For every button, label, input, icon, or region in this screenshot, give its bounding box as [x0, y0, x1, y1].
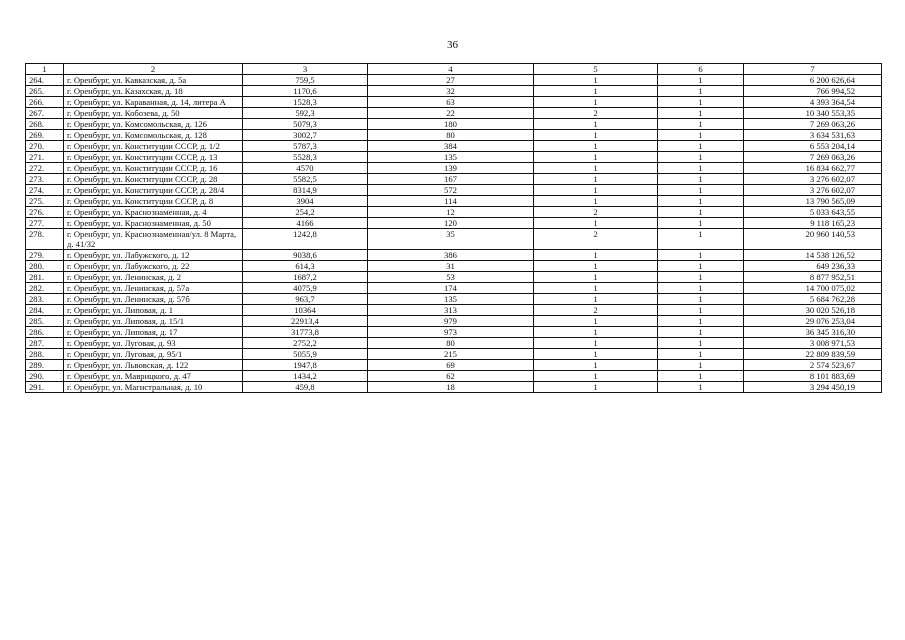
address-cell: г. Оренбург, ул. Луговая, д. 93	[64, 338, 243, 349]
area-cell: 4075,9	[243, 283, 368, 294]
count-cell: 979	[368, 316, 534, 327]
column-6-cell: 1	[658, 250, 744, 261]
column-6-cell: 1	[658, 338, 744, 349]
row-number-cell: 285.	[26, 316, 64, 327]
amount-cell: 3 008 971,53	[744, 338, 882, 349]
area-cell: 1434,2	[243, 371, 368, 382]
row-number-cell: 288.	[26, 349, 64, 360]
table-row	[26, 272, 882, 283]
table-row	[26, 283, 882, 294]
table-row	[26, 382, 882, 393]
table-row	[26, 349, 882, 360]
table-row	[26, 218, 882, 229]
count-cell: 63	[368, 97, 534, 108]
area-cell: 2752,2	[243, 338, 368, 349]
count-cell: 180	[368, 119, 534, 130]
column-5-cell: 2	[534, 229, 658, 250]
column-6-cell: 1	[658, 130, 744, 141]
column-5-cell: 1	[534, 185, 658, 196]
address-cell: г. Оренбург, ул. Ленинская, д. 57б	[64, 294, 243, 305]
column-6-cell: 1	[658, 327, 744, 338]
column-header: 6	[658, 64, 744, 75]
row-number-cell: 286.	[26, 327, 64, 338]
column-6-cell: 1	[658, 108, 744, 119]
area-cell: 1528,3	[243, 97, 368, 108]
count-cell: 135	[368, 294, 534, 305]
table-row	[26, 316, 882, 327]
amount-cell: 22 809 839,59	[744, 349, 882, 360]
address-cell: г. Оренбург, ул. Конституции СССР, д. 16	[64, 163, 243, 174]
column-number-row	[26, 64, 882, 75]
amount-cell: 7 269 063,26	[744, 119, 882, 130]
row-number-cell: 274.	[26, 185, 64, 196]
address-cell: г. Оренбург, ул. Липовая, д. 17	[64, 327, 243, 338]
table-row	[26, 185, 882, 196]
row-number-cell: 273.	[26, 174, 64, 185]
amount-cell: 7 269 063,26	[744, 152, 882, 163]
amount-cell: 2 574 523,67	[744, 360, 882, 371]
area-cell: 254,2	[243, 207, 368, 218]
amount-cell: 8 101 883,69	[744, 371, 882, 382]
area-cell: 1170,6	[243, 86, 368, 97]
count-cell: 31	[368, 261, 534, 272]
column-6-cell: 1	[658, 163, 744, 174]
area-cell: 1687,2	[243, 272, 368, 283]
area-cell: 5582,5	[243, 174, 368, 185]
count-cell: 32	[368, 86, 534, 97]
count-cell: 386	[368, 250, 534, 261]
address-cell: г. Оренбург, ул. Лабужского, д. 12	[64, 250, 243, 261]
address-cell: г. Оренбург, ул. Маврицкого, д. 47	[64, 371, 243, 382]
amount-cell: 3 634 531,63	[744, 130, 882, 141]
amount-cell: 3 276 602,07	[744, 174, 882, 185]
count-cell: 120	[368, 218, 534, 229]
area-cell: 3904	[243, 196, 368, 207]
column-5-cell: 1	[534, 218, 658, 229]
row-number-cell: 281.	[26, 272, 64, 283]
table-body	[26, 64, 882, 393]
table-row	[26, 119, 882, 130]
row-number-cell: 265.	[26, 86, 64, 97]
amount-cell: 29 076 253,04	[744, 316, 882, 327]
row-number-cell: 271.	[26, 152, 64, 163]
column-5-cell: 2	[534, 305, 658, 316]
area-cell: 5055,9	[243, 349, 368, 360]
table-row	[26, 152, 882, 163]
address-cell: г. Оренбург, ул. Липовая, д. 1	[64, 305, 243, 316]
area-cell: 1242,8	[243, 229, 368, 250]
column-5-cell: 1	[534, 152, 658, 163]
table-row	[26, 86, 882, 97]
row-number-cell: 279.	[26, 250, 64, 261]
column-6-cell: 1	[658, 75, 744, 86]
amount-cell: 649 236,33	[744, 261, 882, 272]
area-cell: 8314,9	[243, 185, 368, 196]
count-cell: 114	[368, 196, 534, 207]
area-cell: 614,3	[243, 261, 368, 272]
column-5-cell: 1	[534, 360, 658, 371]
row-number-cell: 291.	[26, 382, 64, 393]
column-5-cell: 1	[534, 75, 658, 86]
column-6-cell: 1	[658, 229, 744, 250]
column-5-cell: 1	[534, 163, 658, 174]
amount-cell: 3 294 450,19	[744, 382, 882, 393]
column-5-cell: 2	[534, 207, 658, 218]
table-row	[26, 261, 882, 272]
column-header: 1	[26, 64, 64, 75]
count-cell: 139	[368, 163, 534, 174]
table-row	[26, 75, 882, 86]
count-cell: 69	[368, 360, 534, 371]
address-cell: г. Оренбург, ул. Караванная, д. 14, литера А	[64, 97, 243, 108]
column-6-cell: 1	[658, 119, 744, 130]
address-cell: г. Оренбург, ул. Конституции СССР, д. 13	[64, 152, 243, 163]
table-row	[26, 130, 882, 141]
amount-cell: 14 700 075,02	[744, 283, 882, 294]
row-number-cell: 275.	[26, 196, 64, 207]
area-cell: 963,7	[243, 294, 368, 305]
row-number-cell: 269.	[26, 130, 64, 141]
count-cell: 215	[368, 349, 534, 360]
housing-registry-table	[25, 63, 882, 393]
row-number-cell: 289.	[26, 360, 64, 371]
column-6-cell: 1	[658, 294, 744, 305]
address-cell: г. Оренбург, ул. Комсомольская, д. 128	[64, 130, 243, 141]
column-5-cell: 1	[534, 327, 658, 338]
amount-cell: 30 020 526,18	[744, 305, 882, 316]
area-cell: 4570	[243, 163, 368, 174]
count-cell: 313	[368, 305, 534, 316]
address-cell: г. Оренбург, ул. Краснознаменная/ул. 8 Марта, д. 41/32	[64, 229, 243, 250]
area-cell: 31773,8	[243, 327, 368, 338]
column-6-cell: 1	[658, 360, 744, 371]
row-number-cell: 266.	[26, 97, 64, 108]
area-cell: 5787,3	[243, 141, 368, 152]
area-cell: 1947,8	[243, 360, 368, 371]
count-cell: 53	[368, 272, 534, 283]
column-5-cell: 1	[534, 196, 658, 207]
column-5-cell: 1	[534, 338, 658, 349]
column-5-cell: 1	[534, 119, 658, 130]
address-cell: г. Оренбург, ул. Луговая, д. 95/1	[64, 349, 243, 360]
count-cell: 973	[368, 327, 534, 338]
column-5-cell: 1	[534, 316, 658, 327]
count-cell: 35	[368, 229, 534, 250]
column-6-cell: 1	[658, 305, 744, 316]
column-6-cell: 1	[658, 141, 744, 152]
table-row	[26, 141, 882, 152]
count-cell: 572	[368, 185, 534, 196]
address-cell: г. Оренбург, ул. Конституции СССР, д. 1/2	[64, 141, 243, 152]
column-header: 3	[243, 64, 368, 75]
column-6-cell: 1	[658, 218, 744, 229]
row-number-cell: 284.	[26, 305, 64, 316]
address-cell: г. Оренбург, ул. Кавказская, д. 5а	[64, 75, 243, 86]
address-cell: г. Оренбург, ул. Краснознаменная, д. 50	[64, 218, 243, 229]
address-cell: г. Оренбург, ул. Кобозева, д. 50	[64, 108, 243, 119]
count-cell: 167	[368, 174, 534, 185]
table-row	[26, 196, 882, 207]
count-cell: 18	[368, 382, 534, 393]
table-row	[26, 163, 882, 174]
count-cell: 27	[368, 75, 534, 86]
address-cell: г. Оренбург, ул. Лабужского, д. 22	[64, 261, 243, 272]
count-cell: 174	[368, 283, 534, 294]
column-6-cell: 1	[658, 349, 744, 360]
column-6-cell: 1	[658, 382, 744, 393]
address-cell: г. Оренбург, ул. Казахская, д. 18	[64, 86, 243, 97]
row-number-cell: 283.	[26, 294, 64, 305]
table-row	[26, 174, 882, 185]
count-cell: 12	[368, 207, 534, 218]
column-6-cell: 1	[658, 97, 744, 108]
column-6-cell: 1	[658, 261, 744, 272]
table-row	[26, 108, 882, 119]
column-6-cell: 1	[658, 196, 744, 207]
address-cell: г. Оренбург, ул. Магистральная, д. 10	[64, 382, 243, 393]
address-cell: г. Оренбург, ул. Ленинская, д. 57а	[64, 283, 243, 294]
address-cell: г. Оренбург, ул. Липовая, д. 15/1	[64, 316, 243, 327]
page-number: 36	[447, 39, 458, 51]
column-6-cell: 1	[658, 272, 744, 283]
row-number-cell: 272.	[26, 163, 64, 174]
column-5-cell: 1	[534, 250, 658, 261]
count-cell: 62	[368, 371, 534, 382]
column-6-cell: 1	[658, 283, 744, 294]
column-5-cell: 1	[534, 371, 658, 382]
column-6-cell: 1	[658, 316, 744, 327]
amount-cell: 8 877 952,51	[744, 272, 882, 283]
area-cell: 9038,6	[243, 250, 368, 261]
table-row	[26, 305, 882, 316]
address-cell: г. Оренбург, ул. Львовская, д. 122	[64, 360, 243, 371]
area-cell: 22913,4	[243, 316, 368, 327]
address-cell: г. Оренбург, ул. Комсомольская, д. 126	[64, 119, 243, 130]
amount-cell: 13 790 565,09	[744, 196, 882, 207]
table-row	[26, 294, 882, 305]
area-cell: 592,3	[243, 108, 368, 119]
row-number-cell: 290.	[26, 371, 64, 382]
amount-cell: 36 345 316,30	[744, 327, 882, 338]
row-number-cell: 270.	[26, 141, 64, 152]
column-6-cell: 1	[658, 86, 744, 97]
address-cell: г. Оренбург, ул. Конституции СССР, д. 28/4	[64, 185, 243, 196]
amount-cell: 14 538 126,52	[744, 250, 882, 261]
row-number-cell: 280.	[26, 261, 64, 272]
row-number-cell: 268.	[26, 119, 64, 130]
column-header: 2	[64, 64, 243, 75]
amount-cell: 20 960 140,53	[744, 229, 882, 250]
amount-cell: 9 118 165,23	[744, 218, 882, 229]
count-cell: 80	[368, 338, 534, 349]
row-number-cell: 264.	[26, 75, 64, 86]
area-cell: 5528,3	[243, 152, 368, 163]
table-row	[26, 371, 882, 382]
address-cell: г. Оренбург, ул. Ленинская, д. 2	[64, 272, 243, 283]
table-row	[26, 250, 882, 261]
address-cell: г. Оренбург, ул. Конституции СССР, д. 8	[64, 196, 243, 207]
address-cell: г. Оренбург, ул. Краснознаменная, д. 4	[64, 207, 243, 218]
count-cell: 22	[368, 108, 534, 119]
amount-cell: 5 033 643,55	[744, 207, 882, 218]
area-cell: 459,8	[243, 382, 368, 393]
area-cell: 759,5	[243, 75, 368, 86]
amount-cell: 5 684 762,28	[744, 294, 882, 305]
amount-cell: 766 994,52	[744, 86, 882, 97]
table-row	[26, 229, 882, 250]
column-5-cell: 1	[534, 382, 658, 393]
column-5-cell: 1	[534, 97, 658, 108]
area-cell: 5079,3	[243, 119, 368, 130]
column-6-cell: 1	[658, 185, 744, 196]
amount-cell: 16 834 662,77	[744, 163, 882, 174]
column-5-cell: 1	[534, 294, 658, 305]
row-number-cell: 267.	[26, 108, 64, 119]
column-5-cell: 1	[534, 174, 658, 185]
row-number-cell: 277.	[26, 218, 64, 229]
amount-cell: 3 276 602,07	[744, 185, 882, 196]
count-cell: 384	[368, 141, 534, 152]
row-number-cell: 278.	[26, 229, 64, 250]
row-number-cell: 282.	[26, 283, 64, 294]
column-5-cell: 1	[534, 283, 658, 294]
column-header: 4	[368, 64, 534, 75]
column-5-cell: 1	[534, 349, 658, 360]
column-6-cell: 1	[658, 152, 744, 163]
column-5-cell: 1	[534, 141, 658, 152]
column-6-cell: 1	[658, 207, 744, 218]
area-cell: 10364	[243, 305, 368, 316]
column-5-cell: 1	[534, 130, 658, 141]
address-cell: г. Оренбург, ул. Конституции СССР, д. 28	[64, 174, 243, 185]
amount-cell: 6 553 204,14	[744, 141, 882, 152]
column-header: 5	[534, 64, 658, 75]
count-cell: 135	[368, 152, 534, 163]
column-5-cell: 1	[534, 86, 658, 97]
column-5-cell: 1	[534, 261, 658, 272]
row-number-cell: 276.	[26, 207, 64, 218]
amount-cell: 10 340 553,35	[744, 108, 882, 119]
column-header: 7	[744, 64, 882, 75]
table-row	[26, 97, 882, 108]
area-cell: 3002,7	[243, 130, 368, 141]
table-row	[26, 327, 882, 338]
amount-cell: 4 393 364,54	[744, 97, 882, 108]
area-cell: 4166	[243, 218, 368, 229]
row-number-cell: 287.	[26, 338, 64, 349]
table-row	[26, 338, 882, 349]
amount-cell: 6 200 626,64	[744, 75, 882, 86]
count-cell: 80	[368, 130, 534, 141]
table-row	[26, 207, 882, 218]
column-5-cell: 2	[534, 108, 658, 119]
column-6-cell: 1	[658, 371, 744, 382]
table-row	[26, 360, 882, 371]
column-5-cell: 1	[534, 272, 658, 283]
column-6-cell: 1	[658, 174, 744, 185]
